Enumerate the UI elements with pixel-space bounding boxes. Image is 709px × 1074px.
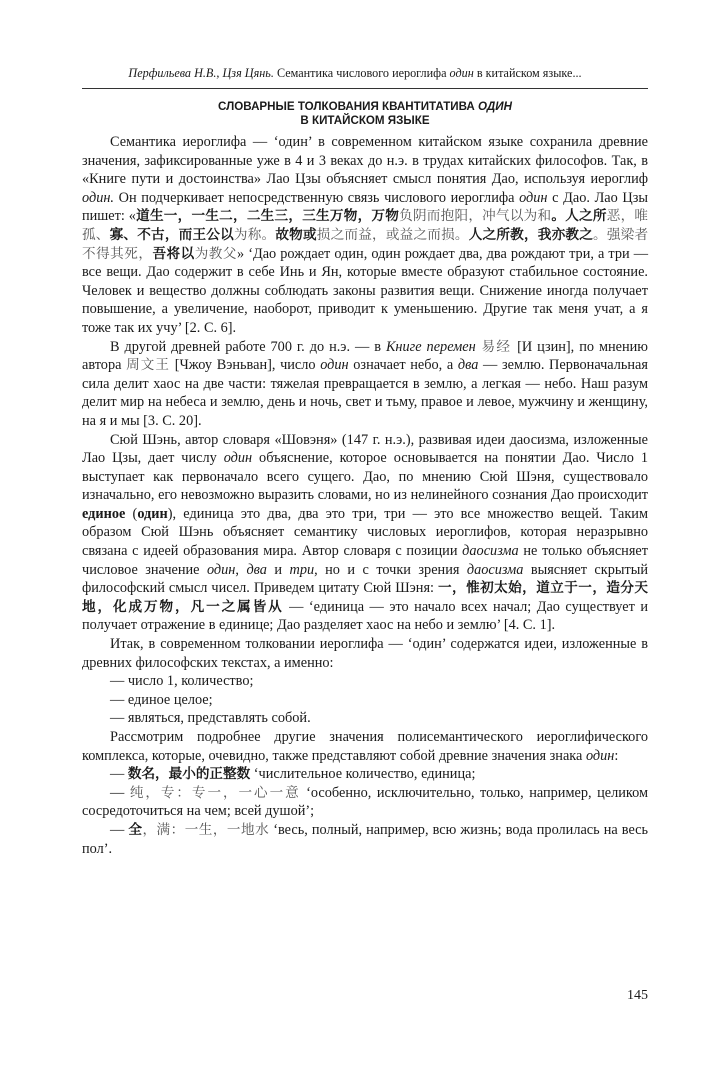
running-header (82, 66, 628, 81)
p1-italic-1: один. (82, 189, 115, 206)
paragraph-4: Итак, в современном толковании иероглифа — ‘один’ содержатся идеи, изложенные в древних философских текстах, а именно: (82, 636, 648, 671)
p2-text-2: [И цзин], по мнению автора (82, 338, 648, 374)
article-body (82, 133, 648, 858)
p3-chinese-quote: 一，惟初太始，道立于一，造分天地，化成万物，凡一之属皆从 (82, 580, 649, 615)
p1-text-1: Семантика иероглифа — ‘один’ в современном китайском языке сохранила древние значения, зафиксированные уже в 4 и 3 веках до н.э. в трудах китайских философов. Так, в «Книге пути и достоинства» Лао Цзы объясняет смысл понятия Дао, используя иероглиф (82, 134, 648, 188)
def2-chinese: 纯，专：专一，一心一意 (129, 784, 301, 801)
header-authors: Перфильева Н.В., Цзя Цянь. (128, 66, 274, 80)
paragraph-1 (82, 133, 648, 338)
p3-text-9: выясняет скрытый философский смысл чисел. Приведем цитату Сюй Шэня: (82, 561, 648, 597)
p1-text-4: » ‘Дао рождает один, один рождает два, два рождают три, а три — все вещи. Дао содержит в себе Инь и Ян, которые вместе образуют стабильное состояние. Человек и вещество должны соблюдать законы развития вещи. Снижение иногда получает повышение, а увеличение, наоборот, приводит к уменьшению. Другие так меня учат, а я тоже так их учу’ [2. С. 6]. (82, 245, 649, 336)
definition-3 (82, 821, 648, 858)
section-title (82, 100, 648, 128)
p2-italic-2: один (320, 357, 349, 374)
paragraph-2 (82, 338, 648, 431)
list-item: — число 1, количество; (110, 673, 254, 690)
definition-1 (82, 765, 648, 784)
definition-2 (82, 784, 648, 821)
p2-italic-1: Книге перемен (385, 338, 476, 355)
list-item: — единое целое; (110, 691, 213, 708)
section-title-italic: ОДИН (478, 100, 512, 113)
p3-text-6: , (235, 561, 247, 578)
p1-chinese-4: 恶，唯孤、 (82, 208, 649, 243)
p3-text-2: объяснение, которое основывается на понятии Дао. Число 1 выступает как первоначало всего сущего. Дао, по мнению Сюй Шэня, существовало изначально, его невозможно выразить словами, но из нелинейного сознания Дао происходит (82, 450, 648, 504)
p5-text-2: : (614, 747, 619, 764)
paragraph-5 (82, 728, 648, 765)
p3-text-10: — ‘единица — это начало всех начал; Дао существует и получает отражение в единице; Дао разделяет хаос на небо и землю’ [4. С. 1]. (82, 598, 649, 634)
p1-chinese-9: 人之所教，我亦教之 (468, 226, 594, 243)
p1-chinese-7: 故物或 (275, 226, 317, 243)
section-title-line1: СЛОВАРНЫЕ ТОЛКОВАНИЯ КВАНТИТАТИВА (218, 100, 479, 113)
p3-text-4: ), единица это два, два это три, три — это все множество вещей. Таким образом Сюй Шэнь объясняет семантику числовых иероглифов, которая неразрывно связана с идеей образования мира. Автор словаря с позиции (82, 505, 648, 560)
def3-chinese-2: ，满：一生，一地水 (142, 821, 270, 838)
p3-italic-2: даосизма (462, 543, 519, 560)
p1-chinese-11: 吾将以 (152, 245, 195, 262)
p1-chinese-12: 为教父 (194, 245, 237, 262)
paragraph-3 (82, 431, 648, 636)
p3-italic-4: два (246, 561, 267, 578)
p2-text-1: В другой древней работе 700 г. до н.э. — в (110, 338, 386, 355)
p3-italic-1: один (223, 450, 253, 467)
def1-text: ‘числительное количество, единица; (250, 766, 476, 783)
list-item: — являться, представлять собой. (110, 710, 311, 727)
p1-chinese-10: 。强梁者不得其死， (82, 226, 649, 262)
p1-chinese-2: 负阴而抱阳，冲气以为和 (399, 208, 552, 225)
p3-text-5: не только объясняет числовое значение (82, 543, 648, 578)
p3-text-1: Сюй Шэнь, автор словаря «Шовэня» (147 г. н.э.), развивая идеи даосизма, изложенные Лао Цзы, дает числу (82, 431, 648, 467)
header-title-italic: один (449, 66, 474, 80)
def2-dash: — (110, 784, 130, 801)
p3-text-8: , но и с точки зрения (314, 561, 467, 578)
p2-chinese-1: 易经 (475, 338, 518, 355)
p3-text-7: и (266, 561, 290, 578)
def1-chinese: 数名，最小的正整数 (127, 766, 251, 783)
p1-text-2: Он подчеркивает непосредственную связь числового иероглифа (114, 189, 520, 206)
p2-text-5: — землю. Первоначальная сила делит хаос на две части: тяжелая превращается в землю, а легкая — небо. Наш разум делит мир на небеса и землю, день и ночь, свет и тьму, правое и левое, мужчину и женщину, на я и мы [3. С. 20]. (82, 357, 648, 429)
p2-text-3: [Чжоу Вэньван], число (170, 357, 321, 374)
p1-text-3: с Дао. Лао Цзы пишет: « (82, 189, 648, 225)
page-number: 145 (627, 988, 648, 1003)
def3-chinese-1: 全 (128, 821, 143, 838)
p3-text-3: ( (125, 505, 138, 522)
p1-chinese-5: 寡、不古，而王公以 (109, 226, 234, 243)
p3-bold-1: единое (82, 505, 126, 522)
header-rule (82, 88, 648, 89)
p1-chinese-6: 为称。 (233, 226, 276, 243)
def1-dash: — (110, 766, 128, 783)
p3-bold-2: один (137, 505, 168, 522)
p2-text-4: означает небо, а (348, 357, 458, 374)
p1-chinese-3: 。人之所 (551, 208, 607, 225)
p1-italic-2: один (519, 189, 548, 206)
def3-dash: — (110, 821, 129, 838)
section-title-line2: В КИТАЙСКОМ ЯЗЫКЕ (300, 114, 430, 127)
header-title-a: Семантика числового иероглифа (273, 66, 450, 80)
p1-chinese-1: 道生一，一生二，二生三，三生万物，万物 (135, 208, 400, 225)
header-title-c: в китайском языке... (473, 66, 582, 80)
def2-text: ‘особенно, исключительно, только, например, целиком сосредоточиться на чем; всей душой’; (82, 784, 648, 820)
p3-italic-5: три (289, 561, 315, 578)
p1-chinese-8: 损之而益，或益之而损。 (316, 226, 469, 243)
p2-italic-3: два (457, 357, 479, 374)
def3-text: ‘весь, полный, например, всю жизнь; вода пролилась на весь пол’. (82, 821, 649, 857)
p3-italic-3: один (206, 561, 236, 578)
p3-italic-6: даосизма (466, 561, 524, 578)
p5-italic-1: один (585, 747, 615, 764)
p2-chinese-2: 周文王 (126, 357, 171, 374)
p5-text-1: Рассмотрим подробнее другие значения полисемантического иероглифического комплекса, которые, очевидно, также представляют собой древние значения знака (82, 729, 648, 764)
